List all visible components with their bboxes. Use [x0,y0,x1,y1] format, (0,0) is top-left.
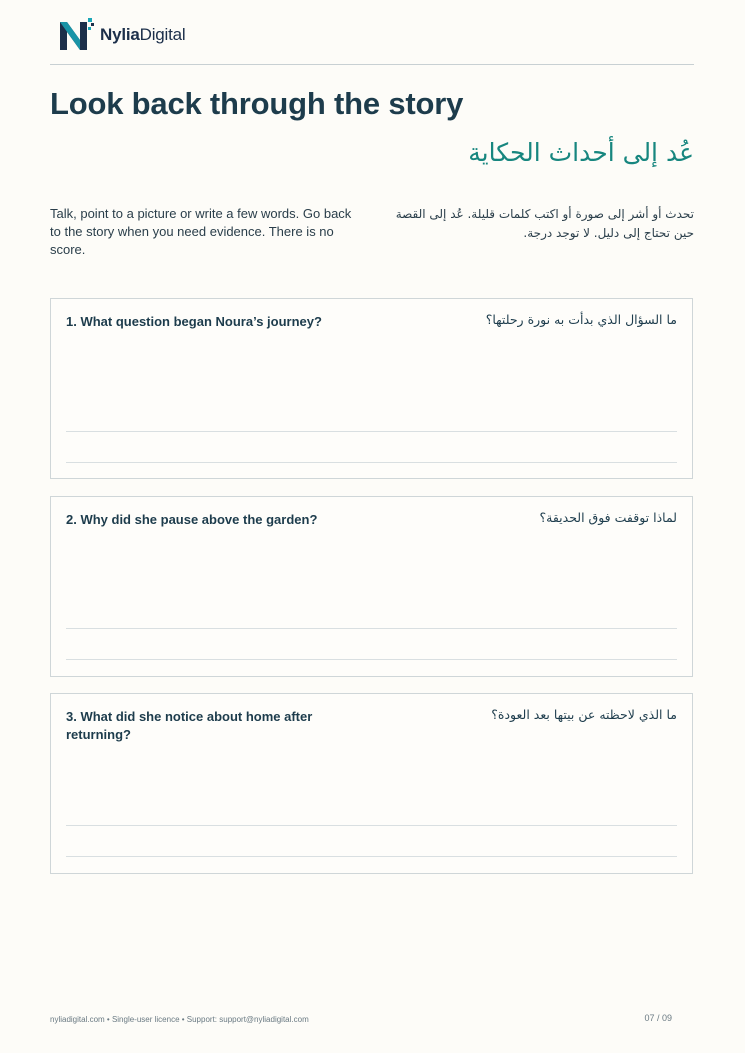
question-prompt-arabic: ما الذي لاحظته عن بيتها بعد العودة؟ [491,707,677,722]
question-card [50,496,693,677]
answer-line[interactable] [66,659,677,660]
answer-line[interactable] [66,856,677,857]
question-card [50,693,693,874]
question-prompt: 2. Why did she pause above the garden? [66,512,318,527]
page-title-arabic: عُد إلى أحداث الحكاية [468,138,694,167]
question-card [50,298,693,479]
intro-text: Talk, point to a picture or write a few words. Go back to the story when you need evidence. There is no score. [50,206,352,257]
page-number: 07 / 09 [644,1013,672,1023]
question-prompt: 3. What did she notice about home after returning? [66,709,313,742]
header-divider [50,64,694,65]
question-prompt: 1. What question began Noura’s journey? [66,314,322,329]
answer-line[interactable] [66,825,677,826]
question-prompt-arabic: لماذا توقفت فوق الحديقة؟ [539,510,677,525]
footer-text: nyliadigital.com • Single-user licence • Support: support@nyliadigital.com [50,1015,309,1024]
answer-line[interactable] [66,431,677,432]
page-title: Look back through the story [50,86,464,121]
question-prompt-arabic: ما السؤال الذي بدأت به نورة رحلتها؟ [485,312,677,327]
answer-line[interactable] [66,628,677,629]
intro-text-arabic: تحدث أو أشر إلى صورة أو اكتب كلمات قليلة. عُد إلى القصة حين تحتاج إلى دليل. لا توجد درجة. [395,207,694,240]
nylia-logo-icon [58,18,96,52]
brand-logo [58,18,185,52]
answer-line[interactable] [66,462,677,463]
brand-name: NyliaDigital [100,25,186,44]
